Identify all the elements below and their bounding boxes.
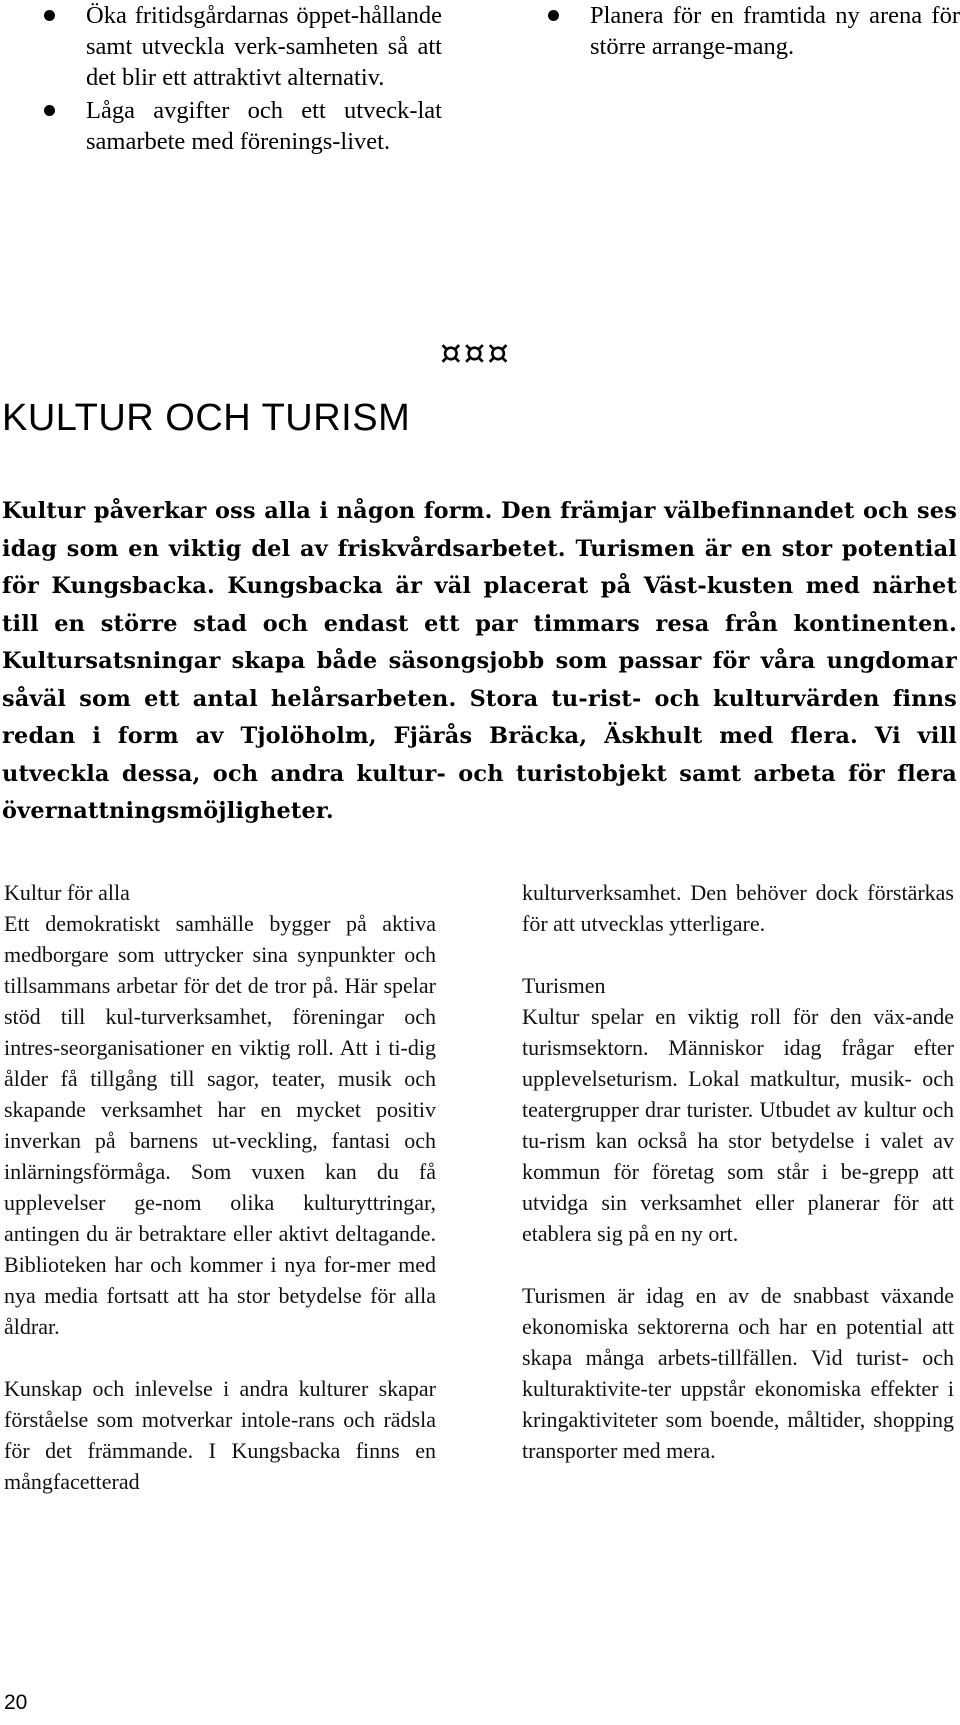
paragraph: Kunskap och inlevelse i andra kulturer skapar förståelse som motverkar intole-rans och rädsla för det främmande. I Kungsbacka finns en mångfacetterad — [4, 1376, 436, 1494]
bullet-text: Planera för en framtida ny arena för större arrange-mang. — [590, 2, 960, 60]
paragraph: Ett demokratiskt samhälle bygger på aktiva medborgare som uttrycker sina synpunkter och tillsammans arbetar för det de tror på. Här spelar stöd till kul-turverksamhet, föreningar och intres-seorganisationer en viktig roll. Att i ti-dig ålder få tillgång till sagor, teater, musik och skapande verksamhet har en mycket positiv inverkan på barnens ut-veckling, fantasi och inlärningsförmåga. Som vuxen kan du få upplevelser ge-nom olika kulturyttringar, antingen du är betraktare eller aktivt deltagande. Biblioteken har och kommer i nya for-mer med nya media fortsatt att ha stor betydelse för alla åldrar. — [4, 911, 436, 1339]
subheading-kultur-for-alla: Kultur för alla — [4, 880, 130, 905]
bullet-dot-icon — [44, 10, 55, 21]
bullet-text: Öka fritidsgårdarnas öppet-hållande samt utveckla verk-samheten så att det blir ett attraktivt alternativ. — [86, 2, 442, 91]
bullet-item — [44, 0, 442, 93]
section-intro: Kultur påverkar oss alla i någon form. Den främjar välbefinnandet och ses idag som en viktig del av friskvårdsarbetet. Turismen är en stor potential för Kungsbacka. Kungsbacka är väl placerat på Väst-kusten med närhet till en större stad och endast ett par timmars resa från kontinenten. Kultursatsningar skapa både säsongsjobb som passar för våra ungdomar såväl som ett antal helårsarbeten. Stora tu-rist- och kulturvärden finns redan i form av Tjolöholm, Fjärås Bräcka, Äskhult med flera. Vi vill utveckla dessa, och andra kultur- och turistobjekt samt arbeta för flera övernattningsmöjligheter. — [2, 498, 957, 824]
bullet-item — [44, 95, 442, 157]
bullet-dot-icon — [548, 10, 559, 21]
left-column — [4, 877, 436, 1497]
paragraph-gap — [522, 939, 954, 970]
paragraph-gap — [4, 1342, 436, 1373]
bullet-text: Låga avgifter och ett utveck-lat samarbete med förenings-livet. — [86, 97, 442, 155]
subheading-turismen: Turismen — [522, 973, 606, 998]
section-heading: KULTUR OCH TURISM — [2, 397, 411, 439]
bullet-dot-icon — [44, 105, 55, 116]
paragraph: Kultur spelar en viktig roll för den väx-ande turismsektorn. Människor idag frågar efter upplevelseturism. Lokal matkultur, musik- och teatergrupper drar turister. Utbudet av kultur och tu-rism kan också ha stor betydelse i valet av kommun för företag som står i be-grepp att utvidga sin verksamhet eller planerar för att etablera sig på en ny ort. — [522, 1004, 954, 1246]
paragraph-gap — [522, 1249, 954, 1280]
paragraph: Turismen är idag en av de snabbast växande ekonomiska sektorerna och har en potential att skapa många arbets-tillfällen. Vid turist- och kulturaktivite-ter uppstår ekonomiska effekter i kringaktiviteter som boende, måltider, shopping transporter med mera. — [522, 1283, 954, 1463]
bullet-list-left — [44, 0, 442, 159]
bullet-item — [548, 0, 960, 62]
section-separator-ornament: ¤¤¤ — [440, 333, 511, 373]
page-number: 20 — [4, 1691, 28, 1714]
paragraph-continuation: kulturverksamhet. Den behöver dock förstärkas för att utvecklas ytterligare. — [522, 880, 954, 936]
right-column — [522, 877, 954, 1466]
bullet-list-right — [548, 0, 960, 64]
